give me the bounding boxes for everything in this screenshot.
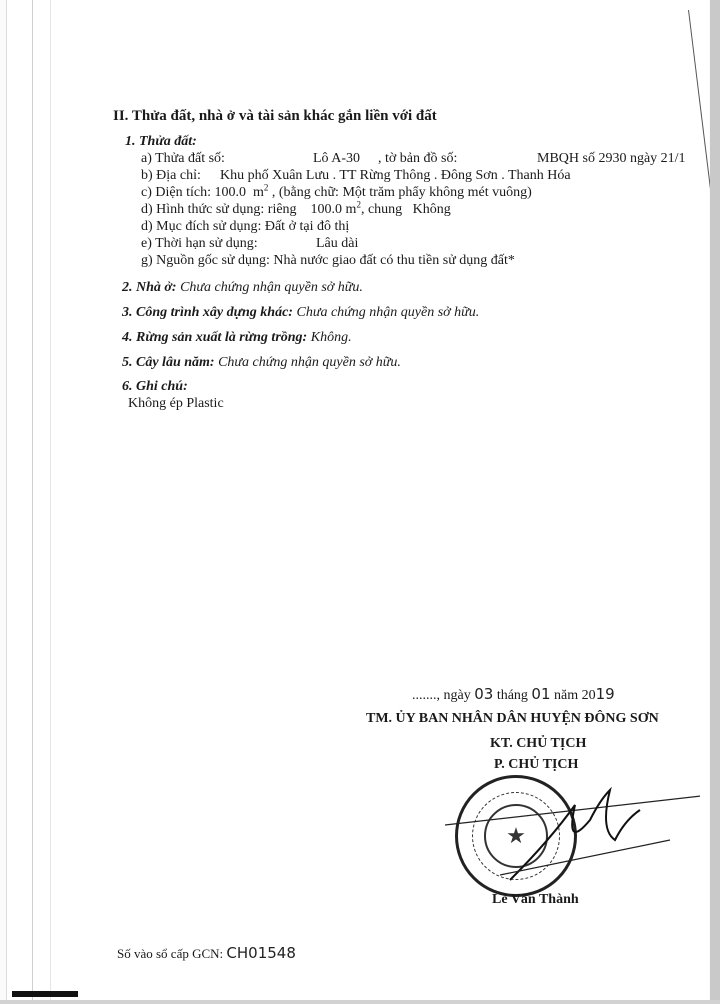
usage-term-value: Lâu dài <box>316 236 359 251</box>
usage-form-label: d) Hình thức sử dụng: riêng <box>141 202 297 217</box>
date-month: 01 <box>531 685 551 703</box>
deputy-title: KT. CHỦ TỊCH <box>490 736 587 751</box>
usage-shared-label: , chung <box>360 202 403 217</box>
page-edge <box>0 1000 720 1004</box>
usage-shared-value: Không <box>412 202 451 217</box>
date-year-suffix: 19 <box>595 685 615 703</box>
origin-row <box>141 253 515 269</box>
area-words: , (bằng chữ: Một trăm phẩy không mét vuông) <box>271 185 532 200</box>
forest-row <box>122 330 352 346</box>
address-value: Khu phố Xuân Lưu . TT Rừng Thông . Đông Sơn . Thanh Hóa <box>220 168 571 183</box>
house-label: 2. Nhà ở: <box>122 280 177 295</box>
forest-value: Không. <box>310 330 352 345</box>
usage-term-label: e) Thời hạn sử dụng: <box>141 236 258 251</box>
usage-purpose-label: d) Mục đích sử dụng: <box>141 219 262 234</box>
perennial-value: Chưa chứng nhận quyền sở hữu. <box>218 355 401 370</box>
map-sheet-label: , tờ bản đồ số: <box>378 151 458 166</box>
page-edge <box>710 0 720 1004</box>
usage-form-row <box>141 199 451 218</box>
house-value: Chưa chứng nhận quyền sở hữu. <box>180 280 363 295</box>
vice-chair-title: P. CHỦ TỊCH <box>494 757 579 772</box>
parcel-number-value: Lô A-30 <box>313 151 361 166</box>
usage-purpose-row <box>141 219 349 235</box>
house-row <box>122 280 363 296</box>
signer-name: Lê Văn Thành <box>492 892 579 907</box>
origin-label: g) Nguồn gốc sử dụng: <box>141 253 270 268</box>
fold-line <box>50 0 51 1004</box>
other-construction-value: Chưa chứng nhận quyền sở hữu. <box>296 305 480 320</box>
land-heading: 1. Thửa đất: <box>125 134 197 149</box>
authority-title: TM. ỦY BAN NHÂN DÂN HUYỆN ĐÔNG SƠN <box>366 711 659 726</box>
area-label: c) Diện tích: 100.0 <box>141 185 246 200</box>
registry-label: Số vào sổ cấp GCN: <box>117 946 224 961</box>
area-unit: m <box>252 185 264 200</box>
date-row <box>412 686 615 704</box>
star-emblem-icon: ★ <box>484 804 548 868</box>
registry-value: CH01548 <box>226 944 296 962</box>
usage-purpose-value: Đất ở tại đô thị <box>264 219 350 234</box>
notes-value: Không ép Plastic <box>128 396 224 411</box>
registry-row <box>117 945 296 962</box>
parcel-number-label: a) Thửa đất số: <box>141 151 225 166</box>
usage-private-value: 100.0 m <box>310 202 357 217</box>
other-construction-row <box>122 305 479 321</box>
area-row <box>141 182 532 201</box>
map-sheet-value: MBQH số 2930 ngày 21/1 <box>537 151 686 166</box>
redaction-bar <box>12 991 78 997</box>
signature-icon <box>440 780 700 890</box>
fold-line <box>32 0 33 1004</box>
address-label: b) Địa chỉ: <box>141 168 201 183</box>
area-unit-sup: 2 <box>263 182 269 193</box>
date-prefix: ......., ngày <box>412 688 471 703</box>
other-construction-label: 3. Công trình xây dựng khác: <box>122 305 293 320</box>
origin-value: Nhà nước giao đất có thu tiền sử dụng đất* <box>273 253 515 268</box>
date-day: 03 <box>474 685 494 703</box>
perennial-row <box>122 355 401 371</box>
perennial-label: 5. Cây lâu năm: <box>122 355 215 370</box>
section-title: II. Thửa đất, nhà ở và tài sản khác gắn liền với đất <box>113 108 437 124</box>
year-label: năm 20 <box>554 688 596 703</box>
month-label: tháng <box>496 688 528 703</box>
usage-private-sup: 2 <box>356 199 361 210</box>
notes-label: 6. Ghi chú: <box>122 379 188 394</box>
forest-label: 4. Rừng sản xuất là rừng trồng: <box>122 330 308 345</box>
